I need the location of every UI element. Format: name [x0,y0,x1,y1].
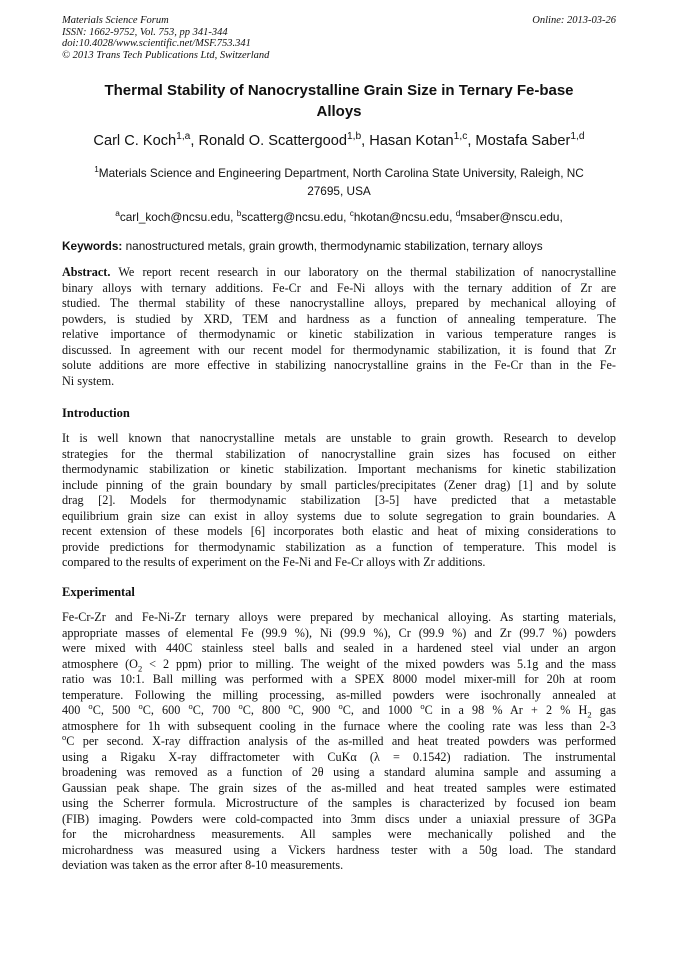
author-name: Carl C. Koch [93,133,177,149]
keywords [62,237,622,255]
experimental-heading: Experimental [62,585,135,599]
email-link[interactable]: scatterg@ncsu.edu, [241,210,350,224]
email-link[interactable]: hkotan@ncsu.edu, [353,210,456,224]
title-line-2: Alloys [316,103,362,120]
introduction-heading: Introduction [62,406,130,420]
email-link[interactable]: carl_koch@ncsu.edu, [119,210,237,224]
author-list: Carl C. Koch$^{1,a}$, Ronald O. Scattergood$^{1,b}$, Hasan Kotan$^{1,c}$, Mostafa Saber$^{1,d}$ [93,131,585,149]
online-date: Online: 2013-03-26 [532,15,616,26]
paper-title [62,80,616,122]
author-affil-sup: 1,a [176,131,191,143]
author-affil-sup: 1,b [346,131,362,143]
author-affil-sup: 1,d [570,131,585,143]
doi-line[interactable]: doi:10.4028/www.scientific.net/MSF.753.341 [62,38,251,49]
author-name: Ronald O. Scattergood [198,133,347,149]
journal-header [62,15,269,61]
experimental-body: Fe-Cr-Zr and Fe-Ni-Zr ternary alloys were prepared by mechanical alloying. As starting materials, appropriate masses of elemental Fe (99.9 %), Ni (99.9 %), Cr (99.9 %) and Zr (99.7 %) powders were mixed with 440C stainless steel balls and sealed in a hardened steel vial under an argon atmosphere ($O_2 < 2$ ppm) prior to milling. The weight of the mixed powders was 5.1g and the mass ratio was 10:1. Ball milling was performed with a SPEX 8000 model mixer-mill for 20h at room temperature. Following the milling processing, as-milled powders were isochronally annealed at 400 $^o$C, 500 $^o$C, 600 $^o$C, 700 $^o$C, 800 $^o$C, 900 $^o$C, and 1000 $^o$C in a 98 % Ar + 2 % $H_2$ gas atmosphere for 1h with subsequent cooling in the furnace where the cooling rate was less than 2-3 $^o$C per second. X-ray diffraction analysis of the as-milled and heat treated powders was performed using a Rigaku X-ray diffractometer with CuKα (λ = 0.1542) radiation. The instrumental broadening was removed as a function of 2θ using a standard alumina sample and assuming a Gaussian peak shape. The grain sizes of the as-milled and heat treated samples were estimated using the Scherrer formula. Microstructure of the samples is characterized by focused ion beam (FIB) imaging. Powders were cold-compacted into 3mm discs under a uniaxial pressure of 3GPa for the microhardness measurements. All samples were mechanically polished and the microhardness was measured using a Vickers hardness tester with a 50g load. The standard deviation was taken as the error after 8-10 measurements. [62,610,616,872]
author-name: Hasan Kotan [369,133,454,149]
keywords-label: Keywords: [62,239,123,253]
title-line-1: Thermal Stability of Nanocrystalline Grain Size in Ternary Fe-base [104,82,574,99]
author-name: Mostafa Saber [475,133,571,149]
keywords-text: nanostructured metals, grain growth, thermodynamic stabilization, ternary alloys [122,239,543,253]
introduction-body: It is well known that nanocrystalline metals are unstable to grain growth. Research to develop strategies for the thermal stabilization of nanocrystalline grain sizes has focused on either thermodynamic stabilization or kinetic stabilization. Important mechanisms for kinetic stabilization include pinning of the grain boundary by small particles/precipitates (Zener drag) [1] and by solute drag [2]. Models for thermodynamic stabilization [3-5] have predicted that a metastable equilibrium grain size can exist in alloy systems due to solute segregation to grain boundaries. A recent extension of these models [6] incorporates both elastic and heat of mixing considerations to provide predictions for thermodynamic stabilization as a function of temperature. This model is compared to the results of experiment on the Fe-Ni and Fe-Cr alloys with Zr additions. [62,431,616,569]
author-emails: $^a$carl_koch@ncsu.edu, $^b$scatterg@ncsu.edu, $^c$hkotan@ncsu.edu, $^d$msaber@nscu.edu, [115,209,563,224]
email-link[interactable]: msaber@nscu.edu, [460,210,563,224]
issn-line: ISSN: 1662-9752, Vol. 753, pp 341-344 [62,26,228,38]
author-affil-sup: 1,c [453,131,468,143]
abstract: Abstract. We report recent research in our laboratory on the thermal stabilization of nanocrystalline binary alloys with ternary additions. Fe-Cr and Fe-Ni alloys with the ternary addition of Zr are studied. The thermal stability of these nanocrystalline alloys, prepared by mechanical alloying of powders, is studied by XRD, TEM and hardness as a function of annealing temperature. The relative importance of thermodynamic or kinetic stabilization in various temperature ranges is discussed. In agreement with our recent model for thermodynamic stabilization, it is found that Zr solute additions are more effective in stabilizing nanocrystalline grains in the Fe-Cr than in the Fe- Ni system. [62,265,616,388]
abstract-label: Abstract. [62,265,111,279]
journal-name: Materials Science Forum [62,15,169,26]
affiliation: $^1$Materials Science and Engineering Department, North Carolina State University, Raleigh, NC 27695, USA [94,165,584,198]
copyright-line: © 2013 Trans Tech Publications Ltd, Switzerland [62,49,270,61]
